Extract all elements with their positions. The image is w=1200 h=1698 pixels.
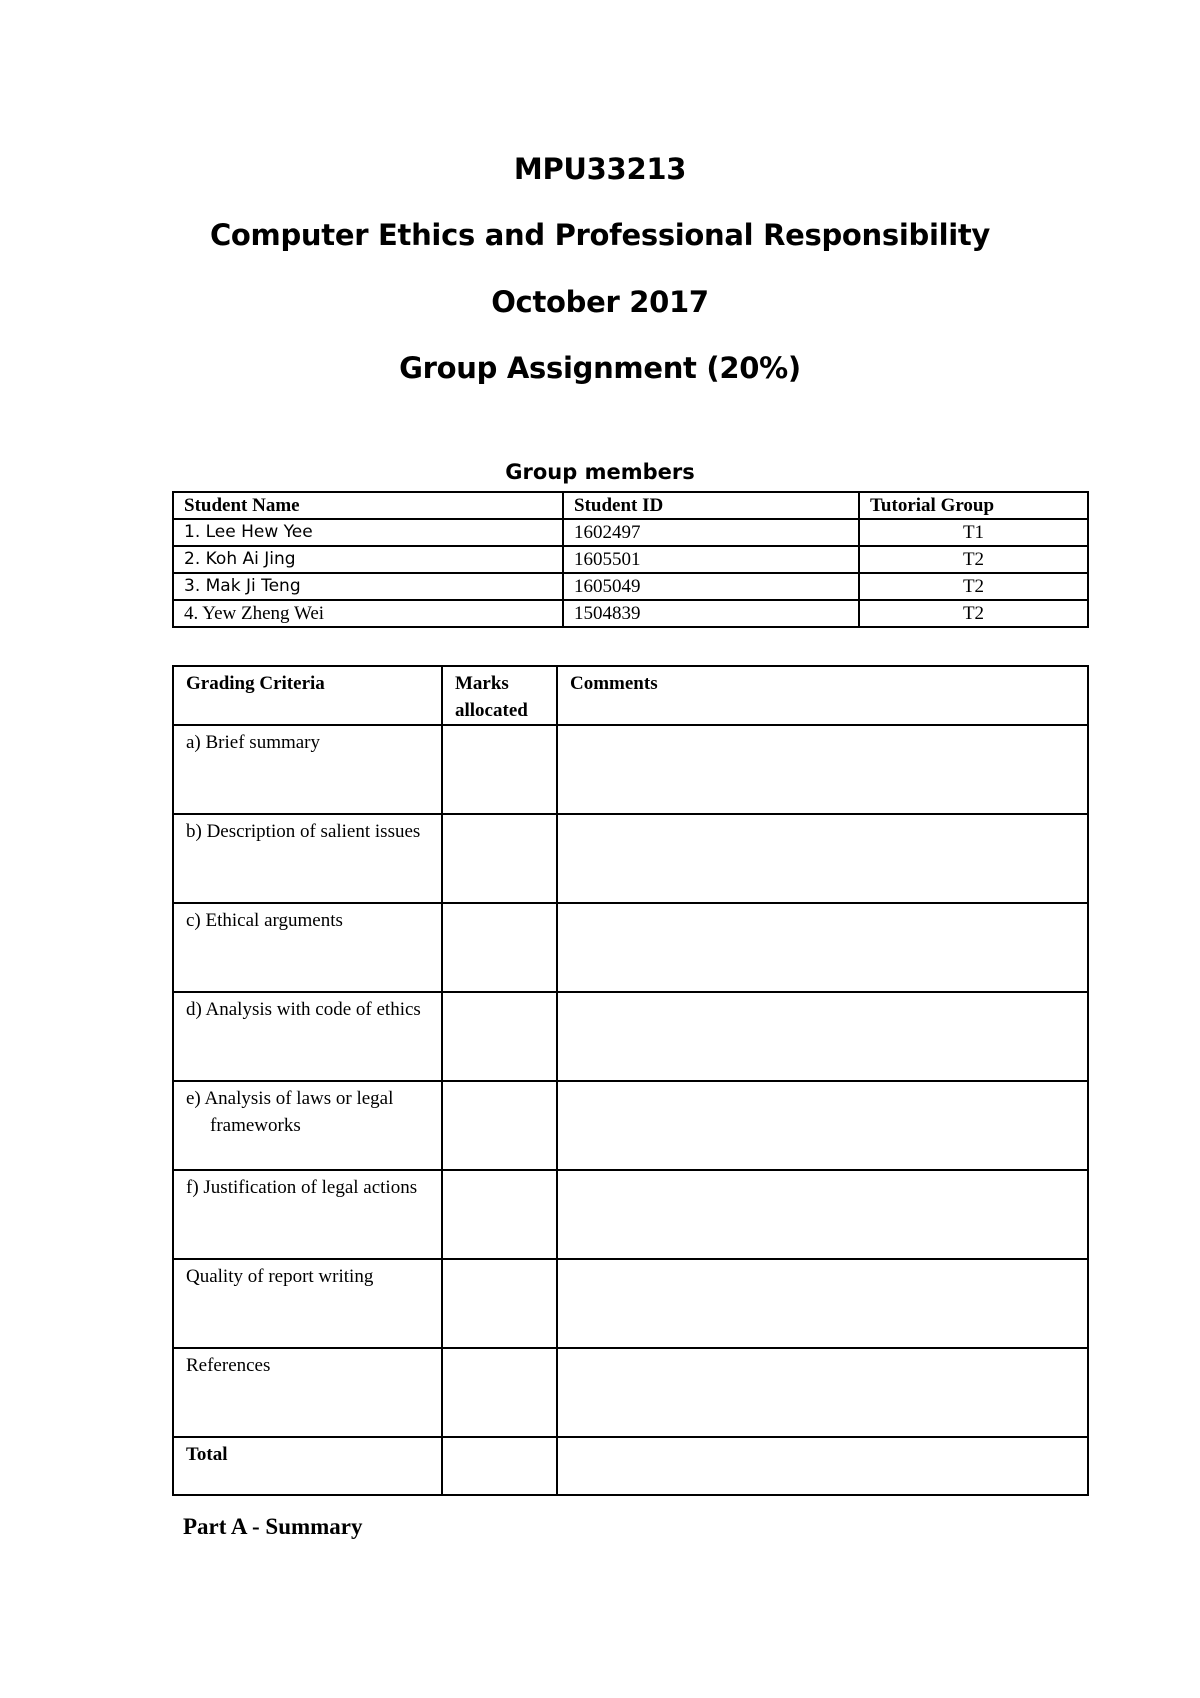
criterion-label: Quality of report writing	[186, 1266, 374, 1287]
tutorial-group: T2	[859, 546, 1088, 573]
header-student-name: Student Name	[173, 492, 563, 519]
student-name: 2. Koh Ai Jing	[173, 546, 563, 573]
header-marks-allocated: Marks allocated	[442, 666, 557, 725]
course-title: Computer Ethics and Professional Responsibility	[209, 218, 991, 252]
marks-cell	[442, 992, 557, 1081]
header-comments: Comments	[557, 666, 1088, 725]
student-id: 1504839	[563, 600, 859, 627]
criterion-label: c) Ethical arguments	[186, 910, 343, 931]
table-row	[173, 903, 1088, 992]
criterion-cell	[173, 1348, 442, 1437]
header-grading-criteria: Grading Criteria	[173, 666, 442, 725]
comments-cell	[557, 1170, 1088, 1259]
section-heading: Part A - Summary	[183, 1514, 363, 1539]
header-student-id: Student ID	[563, 492, 859, 519]
table-row	[173, 1259, 1088, 1348]
comments-cell	[557, 725, 1088, 814]
members-caption: Group members	[505, 460, 695, 484]
comments-cell	[557, 1081, 1088, 1170]
table-row	[173, 992, 1088, 1081]
header-tutorial-group: Tutorial Group	[859, 492, 1088, 519]
criterion-label: d) Analysis with code of ethics	[186, 999, 421, 1020]
session-date: October 2017	[491, 285, 709, 319]
table-row	[173, 573, 1088, 600]
table-row	[173, 814, 1088, 903]
student-id: 1605501	[563, 546, 859, 573]
grading-header-row	[173, 666, 1088, 725]
criterion-cell	[173, 814, 442, 903]
table-row	[173, 725, 1088, 814]
criterion-label: f) Justification of legal actions	[186, 1177, 418, 1198]
total-comments-cell	[557, 1437, 1088, 1495]
table-row	[173, 1348, 1088, 1437]
grading-table	[172, 665, 1089, 1496]
assignment-title: Group Assignment (20%)	[399, 351, 801, 385]
course-code: MPU33213	[513, 152, 687, 186]
total-marks-cell	[442, 1437, 557, 1495]
student-id: 1602497	[563, 519, 859, 546]
tutorial-group: T2	[859, 600, 1088, 627]
table-row	[173, 600, 1088, 627]
comments-cell	[557, 992, 1088, 1081]
marks-cell	[442, 1170, 557, 1259]
marks-cell	[442, 725, 557, 814]
marks-cell	[442, 1259, 557, 1348]
marks-cell	[442, 1081, 557, 1170]
members-table	[172, 491, 1089, 628]
marks-cell	[442, 1348, 557, 1437]
total-row	[173, 1437, 1088, 1495]
student-name: 3. Mak Ji Teng	[173, 573, 563, 600]
comments-cell	[557, 1259, 1088, 1348]
comments-cell	[557, 814, 1088, 903]
comments-cell	[557, 1348, 1088, 1437]
total-label: Total	[173, 1437, 442, 1495]
criterion-cell	[173, 725, 442, 814]
criterion-cell	[173, 1170, 442, 1259]
tutorial-group: T1	[859, 519, 1088, 546]
student-id: 1605049	[563, 573, 859, 600]
criterion-cell	[173, 1081, 442, 1170]
table-row	[173, 546, 1088, 573]
criterion-cell	[173, 903, 442, 992]
criterion-cell	[173, 1259, 442, 1348]
marks-cell	[442, 814, 557, 903]
student-name: 4. Yew Zheng Wei	[173, 600, 563, 627]
table-row	[173, 1170, 1088, 1259]
criterion-label: a) Brief summary	[186, 732, 321, 753]
members-header-row	[173, 492, 1088, 519]
student-name: 1. Lee Hew Yee	[173, 519, 563, 546]
criterion-cell	[173, 992, 442, 1081]
comments-cell	[557, 903, 1088, 992]
criterion-label: b) Description of salient issues	[186, 821, 421, 842]
table-row	[173, 1081, 1088, 1170]
criterion-label: e) Analysis of laws or legal frameworks	[186, 1088, 394, 1136]
criterion-label: References	[186, 1355, 271, 1376]
tutorial-group: T2	[859, 573, 1088, 600]
marks-cell	[442, 903, 557, 992]
table-row	[173, 519, 1088, 546]
